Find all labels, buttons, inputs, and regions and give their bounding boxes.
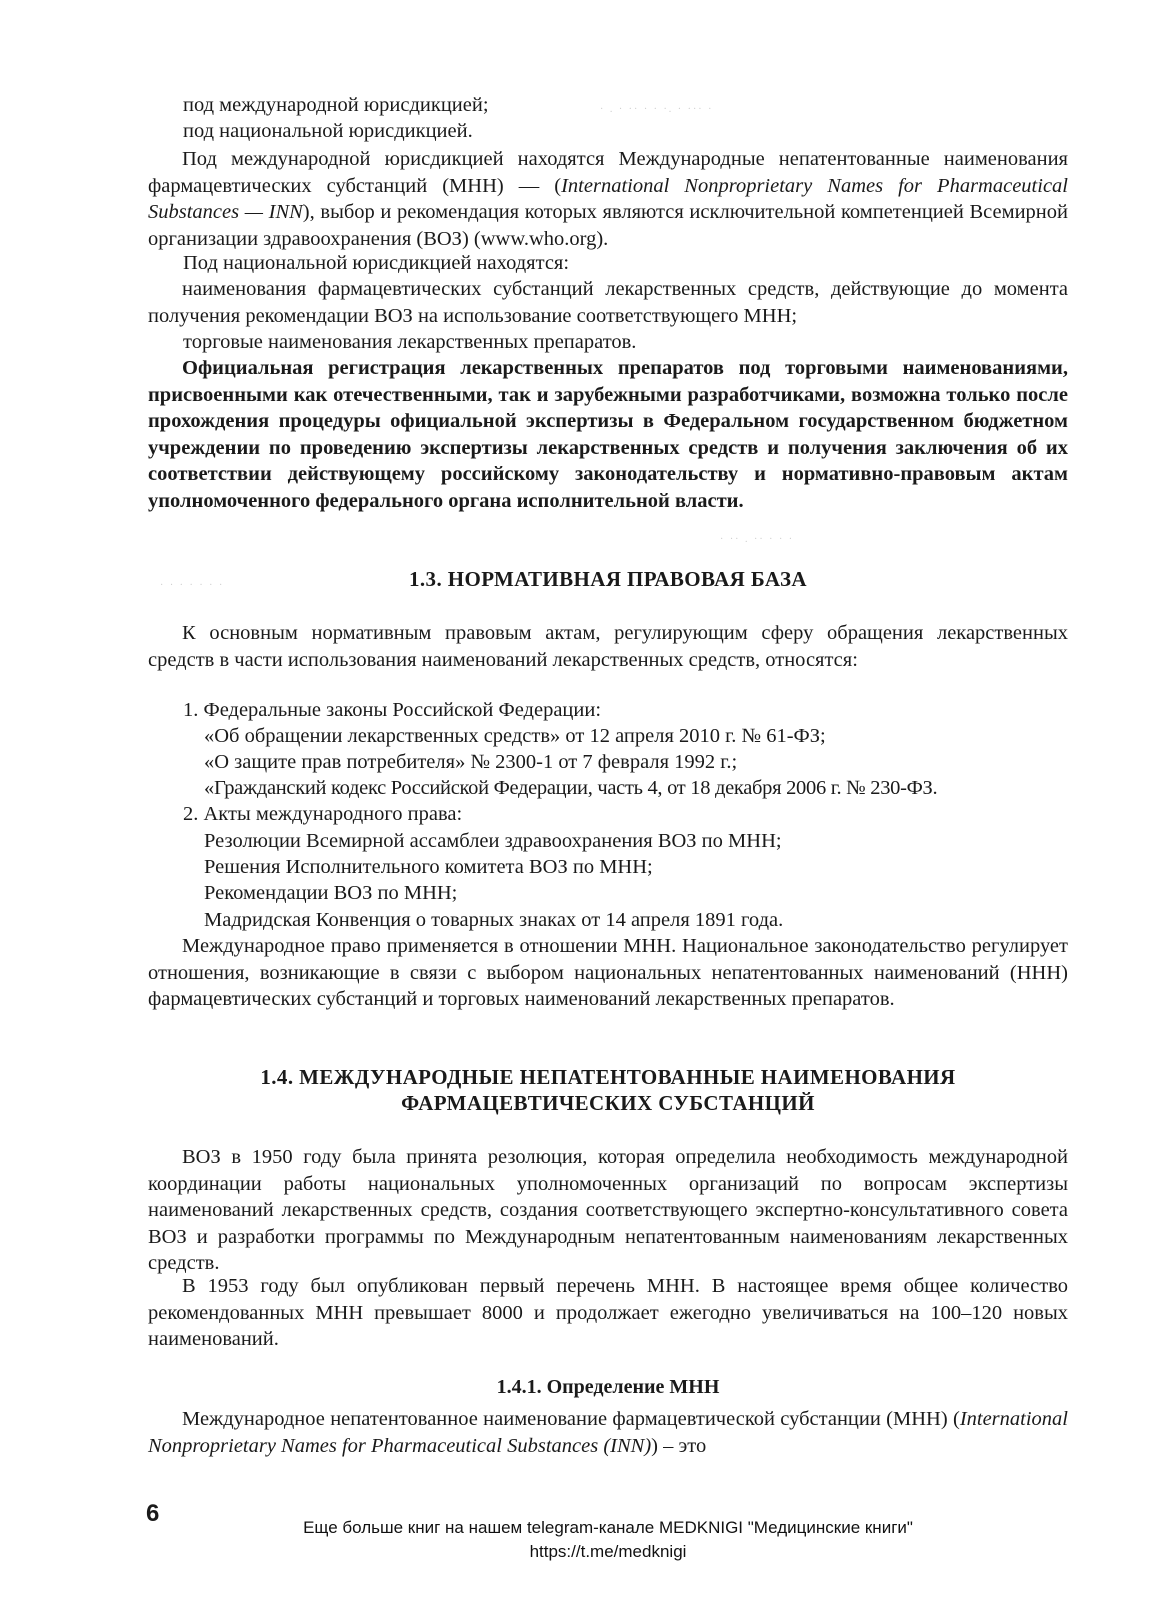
page-number: 6 [146,1500,160,1527]
list-2-title: 2. Акты международного права: [183,803,463,825]
section-1-4-1-heading: 1.4.1. Определение МНН [496,1376,720,1398]
section-1-4-heading-line-1: 1.4. МЕЖДУНАРОДНЫЕ НЕПАТЕНТОВАННЫЕ НАИМЕНОВАНИЯ [260,1065,956,1089]
list-2-item: Резолюции Всемирной ассамблеи здравоохранения ВОЗ по МНН; [204,830,782,852]
top-line-2: под национальной юрисдикцией. [183,120,473,142]
list-1-item: «Гражданский кодекс Российской Федерации, часть 4, от 18 декабря 2006 г. № 230-ФЗ. [204,777,938,799]
national-intro: Под национальной юрисдикцией находятся: [183,252,570,274]
mnn-definition-paragraph: Международное непатентованное наименование фармацевтической субстанции (МНН) (International Nonproprietary Names for Pharmaceutical Substances (INN)) – это [148,1408,1068,1457]
section-1-4-paragraph-2: В 1953 году был опубликован первый перечень МНН. В настоящее время общее количество рекомендованных МНН превышает 8000 и продолжает ежегодно увеличиваться на 100–120 новых наименований. [148,1275,1068,1351]
inn-paragraph: Под международной юрисдикцией находятся Международные непатентованные наименования фармацевтических субстанций (МНН) — (International Nonproprietary Names for Pharmaceutical Substances — INN), выбор и рекомендация которых являются исключительной компетенцией Всемирной организации здравоохранения (ВОЗ) (www.who.org). [148,148,1068,250]
section-1-4-heading-line-2: ФАРМАЦЕВТИЧЕСКИХ СУБСТАНЦИЙ [401,1091,815,1115]
list-2-item: Решения Исполнительного комитета ВОЗ по МНН; [204,856,653,878]
scan-noise: · ·· . ·· · · · [720,534,795,545]
section-1-3-closing: Международное право применяется в отношении МНН. Национальное законодательство регулирует отношения, возникающие в связи с выбором национальных непатентованных наименований (ННН) фармацевтических субстанций и торговых наименований лекарственных препаратов. [148,935,1068,1011]
list-1-item: «О защите прав потребителя» № 2300-1 от 7 февраля 1992 г.; [204,751,738,773]
national-item-2: торговые наименования лекарственных препаратов. [183,331,637,353]
section-1-3-intro: К основным нормативным правовым актам, регулирующим сферу обращения лекарственных средств в части использования наименований лекарственных средств, относятся: [148,622,1068,671]
scan-noise: · · · · · · · [160,580,225,591]
top-line-1: под международной юрисдикцией; [183,94,489,116]
list-2-item: Мадридская Конвенция о товарных знаках от 14 апреля 1891 года. [204,909,784,931]
section-1-3-heading: 1.3. НОРМАТИВНАЯ ПРАВОВАЯ БАЗА [409,567,807,591]
list-1-title: 1. Федеральные законы Российской Федерации: [183,699,602,721]
scan-noise: · . · ·· · · ·. · ··· · [600,104,714,115]
national-item-1: наименования фармацевтических субстанций лекарственных средств, действующие до момента получения рекомендации ВОЗ на использование соответствующего МНН; [148,278,1068,327]
footer-promo-text: Еще больше книг на нашем telegram-канале MEDKNIGI "Медицинские книги" [303,1518,913,1537]
footer-link[interactable]: https://t.me/medknigi [529,1542,687,1561]
list-1-item: «Об обращении лекарственных средств» от 12 апреля 2010 г. № 61-ФЗ; [204,725,826,747]
list-2-item: Рекомендации ВОЗ по МНН; [204,882,458,904]
bold-paragraph: Официальная регистрация лекарственных препаратов под торговыми наименованиями, присвоенными как отечественными, так и зарубежными разработчиками, возможна только после прохождения процедуры официальной экспертизы в Федеральном государственном бюджетном учреждении по проведению экспертизы лекарственных средств и получения заключения об их соответствии действующему российскому законодательству и нормативно-правовым актам уполномоченного федерального органа исполнительной власти. [148,357,1068,512]
section-1-4-paragraph-1: ВОЗ в 1950 году была принята резолюция, которая определила необходимость международной координации работы национальных уполномоченных организаций по вопросам экспертизы наименований лекарственных средств, создания соответствующего экспертно-консультативного совета ВОЗ и разработки программы по Международным непатентованным наименованиям лекарственных средств. [148,1146,1068,1275]
